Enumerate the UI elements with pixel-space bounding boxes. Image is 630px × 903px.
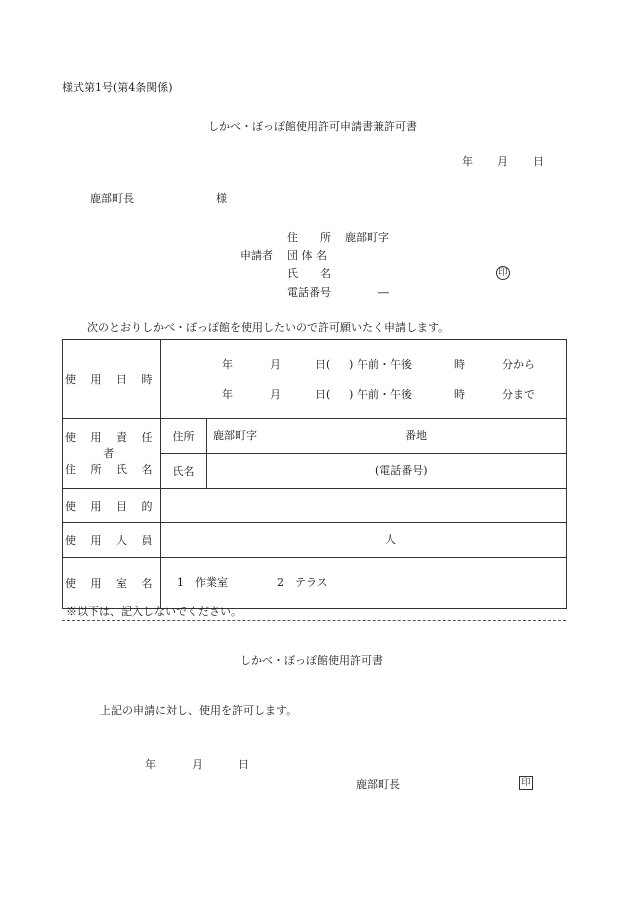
to-day: 日( — [315, 388, 331, 401]
to-year: 年 — [222, 388, 233, 401]
usage-table — [62, 339, 567, 609]
applicant-group-label: 団 体 名 — [287, 249, 327, 262]
permit-mayor: 鹿部町長 — [356, 778, 400, 791]
responsible-banchi: 番地 — [405, 429, 427, 442]
responsible-label: 使 用 責 任 者 住 所 氏 名 — [63, 419, 161, 489]
responsible-address-cell[interactable] — [207, 419, 567, 454]
responsible-phone: (電話番号) — [375, 464, 428, 477]
permit-year: 年 — [145, 758, 156, 771]
room-option-1[interactable]: 1 作業室 — [177, 576, 228, 589]
applicant-phone-label: 電話番号 — [287, 286, 331, 299]
room-cell[interactable] — [161, 558, 567, 609]
room-label: 使 用 室 名 — [63, 558, 161, 609]
from-year: 年 — [222, 358, 233, 371]
people-unit: 人 — [385, 533, 396, 546]
addressee-mayor: 鹿部町長 — [90, 192, 134, 205]
from-minute: 分から — [502, 358, 535, 371]
request-text: 次のとおりしかべ・ぼっぽ館を使用したいので許可願いたく申請します。 — [87, 321, 450, 334]
note-text: ※以下は、記入しないでください。 — [66, 605, 242, 618]
from-month: 月 — [270, 358, 281, 371]
from-hour: 時 — [454, 358, 465, 371]
permit-day: 日 — [238, 758, 249, 771]
cut-line-divider — [62, 620, 566, 621]
to-minute: 分まで — [502, 388, 535, 401]
addressee-honorific: 様 — [216, 192, 227, 205]
from-ampm: 午前・午後 — [357, 358, 412, 371]
room-option-2[interactable]: 2 テラス — [277, 576, 328, 589]
people-label: 使 用 人 員 — [63, 523, 161, 558]
people-cell[interactable] — [161, 523, 567, 558]
permit-seal-icon: 印 — [519, 776, 533, 790]
document-title: しかべ・ぼっぽ館使用許可申請書兼許可書 — [208, 120, 417, 133]
to-paren: ) — [349, 388, 354, 401]
permit-text: 上記の申請に対し、使用を許可します。 — [100, 704, 298, 717]
applicant-address-label: 住 所 — [287, 231, 331, 244]
purpose-label: 使 用 目 的 — [63, 489, 161, 523]
date-month: 月 — [497, 155, 508, 168]
applicant-label: 申請者 — [240, 249, 273, 262]
responsible-name-sub-label: 氏名 — [161, 454, 207, 489]
purpose-cell[interactable] — [161, 489, 567, 523]
to-hour: 時 — [454, 388, 465, 401]
to-month: 月 — [270, 388, 281, 401]
usage-datetime-label: 使 用 日 時 — [63, 340, 161, 419]
date-day: 日 — [533, 155, 544, 168]
responsible-name-cell[interactable] — [207, 454, 567, 489]
to-ampm: 午前・午後 — [357, 388, 412, 401]
responsible-address-sub-label: 住所 — [161, 419, 207, 454]
seal-icon: 印 — [496, 266, 510, 280]
applicant-address-value: 鹿部町字 — [345, 231, 389, 244]
date-year: 年 — [462, 155, 473, 168]
permit-month: 月 — [192, 758, 203, 771]
usage-datetime-cell[interactable] — [161, 340, 567, 419]
from-day: 日( — [315, 358, 331, 371]
permit-title: しかべ・ぼっぽ館使用許可書 — [240, 654, 383, 667]
from-paren: ) — [349, 358, 354, 371]
applicant-phone-dash: ― — [378, 286, 389, 299]
applicant-name-label: 氏 名 — [287, 267, 331, 280]
responsible-address-value: 鹿部町字 — [213, 429, 257, 442]
form-id: 様式第1号(第4条関係) — [62, 81, 173, 94]
